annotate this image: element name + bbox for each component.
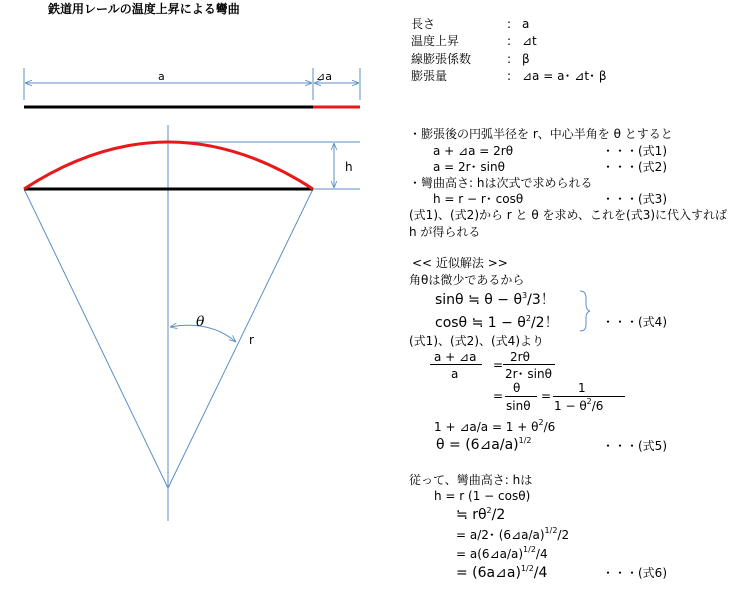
s1-line4: h が得られる — [409, 225, 481, 239]
eq1: a + ⊿a = 2rθ — [433, 144, 514, 158]
param-name: 温度上昇 — [411, 34, 460, 48]
approx-intro: 角θは微少であるから — [409, 273, 525, 287]
frac2-bar — [503, 364, 555, 365]
h-step3: = a/2･ (6⊿a/a)$^{1/2}$/2 — [456, 526, 570, 542]
param-name: 線膨張係数 — [411, 52, 472, 66]
param-sep: : — [507, 52, 512, 66]
h-step5: = (6a⊿a)$^{1/2}$/4 — [456, 564, 548, 581]
ref-eq6: ・・・(式6) — [602, 566, 667, 580]
frac4-den: $1 - \theta^2/6$ — [554, 397, 604, 413]
ref-eq2: ・・・(式2) — [602, 160, 667, 174]
frac3-bar — [505, 396, 537, 397]
theta-solution: θ = (6⊿a/a)$^{1/2}$ — [436, 436, 532, 453]
param-sep: : — [507, 69, 512, 83]
label-r: r — [249, 333, 254, 347]
ref-eq3: ・・・(式3) — [602, 192, 667, 206]
param-sep: : — [507, 17, 512, 31]
label-theta: θ — [196, 314, 205, 330]
s1-line1: ・膨張後の円弧半径を r、中心半角を θ とすると — [409, 127, 673, 141]
frac1-den: a — [451, 367, 459, 381]
param-name: 長さ — [411, 17, 436, 31]
label-a: a — [158, 70, 165, 83]
h-step1: h = r (1 − cosθ) — [434, 489, 531, 503]
frac2-den: 2r･ sinθ — [505, 367, 552, 381]
label-delta-a: ⊿a — [316, 70, 332, 83]
radius-left — [24, 189, 168, 488]
param-value: a — [522, 17, 530, 31]
radius-right — [168, 189, 313, 488]
height-intro: 従って、彎曲高さ: hは — [409, 473, 533, 487]
frac3-num: θ — [513, 381, 521, 395]
h-step2: ≒ $r\theta^2/2$ — [456, 506, 506, 523]
s1-line3: (式1)、(式2)から r と θ を求め、これを(式3)に代入すれば — [409, 208, 728, 222]
frac1-num: a + ⊿a — [434, 350, 477, 364]
sin-approx: sinθ ≒ $\theta - \theta^3/3$！ — [435, 291, 555, 308]
frac2-num: 2rθ — [510, 350, 530, 364]
eq2: a = 2r･ sinθ — [433, 160, 505, 174]
label-h: h — [345, 160, 353, 174]
param-name: 膨張量 — [411, 69, 448, 83]
derive-from: (式1)、(式2)、(式4)より — [409, 334, 544, 348]
frac1-bar — [430, 364, 482, 365]
s1-line2: ・彎曲高さ: hは次式で求められる — [409, 176, 593, 190]
relation-line: 1 + ⊿a/a = $1 + \theta^2/6$ — [434, 418, 556, 434]
param-value: ⊿a = a･ ⊿t･ β — [522, 69, 607, 83]
cos-approx: cosθ ≒ $1 - \theta^2/2$！ — [435, 314, 559, 331]
ref-eq4: ・・・(式4) — [602, 315, 667, 329]
ref-eq1: ・・・(式1) — [602, 144, 667, 158]
param-value: ⊿t — [522, 34, 537, 48]
eq3: h = r − r･ cosθ — [433, 192, 524, 206]
h-step4: = a(6⊿a/a)$^{1/2}$/4 — [456, 545, 548, 561]
param-value: β — [522, 52, 530, 66]
approx-heading: << 近似解法 >> — [412, 256, 508, 270]
ref-eq5: ・・・(式5) — [602, 439, 667, 453]
frac4-num: 1 — [578, 381, 586, 395]
frac4-eq: = — [541, 389, 552, 403]
frac3-eq: = — [493, 389, 504, 403]
frac3-den: sinθ — [506, 399, 531, 413]
page-title: 鉄道用レールの温度上昇による彎曲 — [48, 2, 240, 16]
param-sep: : — [507, 34, 512, 48]
frac1-eq: = — [493, 358, 504, 372]
